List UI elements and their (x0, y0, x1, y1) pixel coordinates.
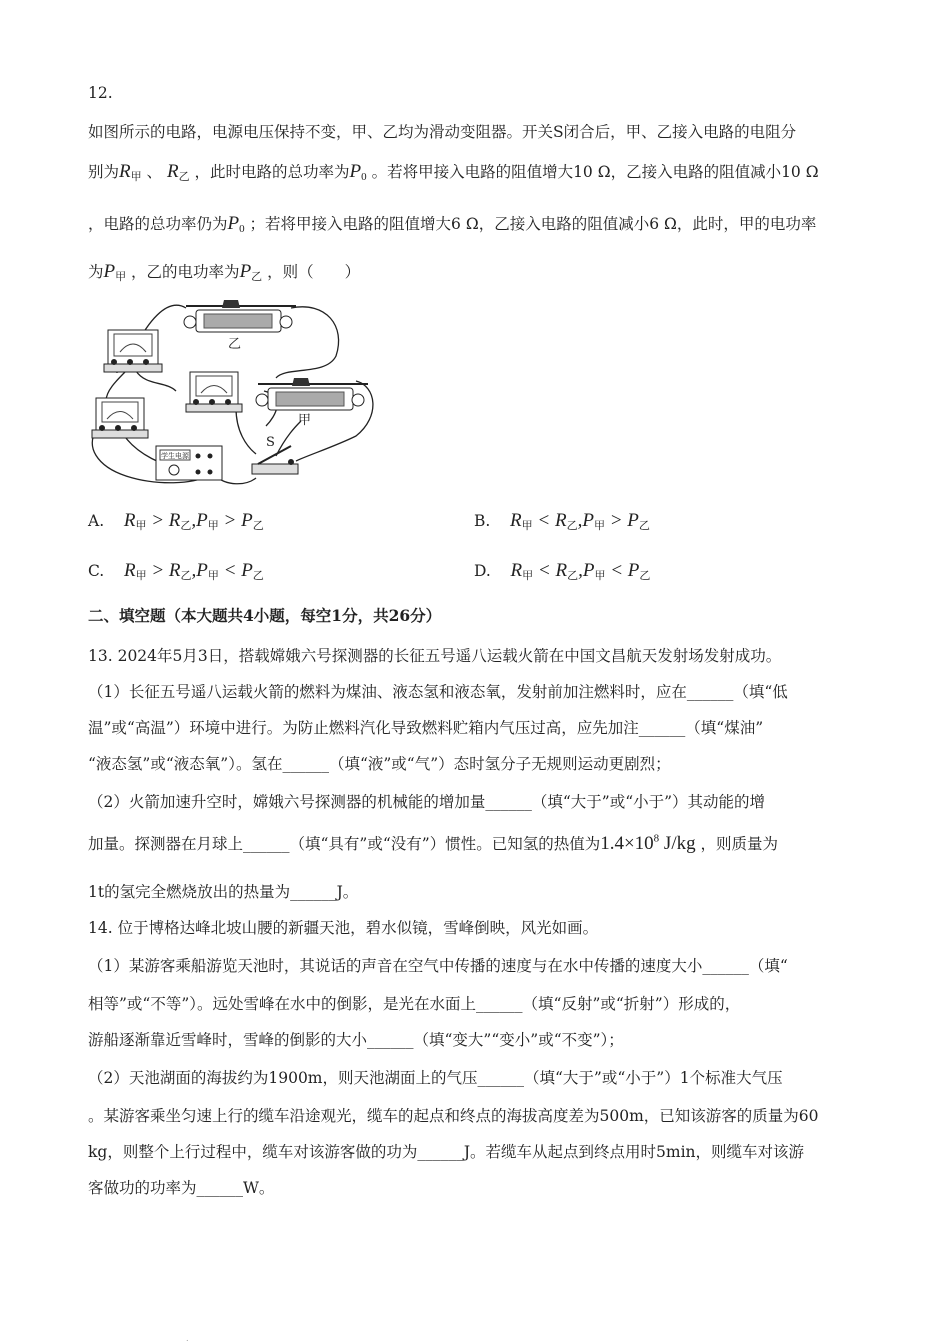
q14-line-7: kg，则整个上行过程中，缆车对该游客做的功为______J。若缆车从起点到终点用时5min，则缆车对该游 (88, 1143, 805, 1161)
ammeter-left (92, 398, 148, 438)
q13-line-1: 13. 2024年5月3日，搭载嫦娥六号探测器的长征五号遥八运载火箭在中国文昌航天发射场发射成功。 (88, 647, 782, 665)
q12-line-4: 为$P_甲$ ，乙的电功率为$P_乙$ ，则（ ） (88, 261, 361, 283)
label-s: S (266, 435, 275, 450)
q12-line-2: 别为$R_甲$ 、 $R_乙$ ，此时电路的总功率为$P_0$ 。若将甲接入电路的阻值增大10 Ω，乙接入电路的阻值减小10 Ω (88, 161, 819, 183)
q13-line-7: 1t的氢完全燃烧放出的热量为______J。 (88, 883, 359, 901)
label-yi: 乙 (228, 337, 242, 352)
option-b[interactable]: B. $R_甲 < R_乙,P_甲 > P_乙$ (474, 510, 650, 532)
option-a[interactable]: A. $R_甲 > R_乙,P_甲 > P_乙$ (88, 510, 264, 532)
footer-mark: . (186, 1334, 189, 1343)
q13-line-3: 温”或“高温”）环境中进行。为防止燃料汽化导致燃料贮箱内气压过高，应先加注______（填“煤油” (88, 719, 764, 737)
label-jia: 甲 (298, 413, 312, 428)
r-yi-symbol: $R_乙$ (166, 161, 190, 183)
question-number: 12. (88, 84, 113, 102)
option-c[interactable]: C. $R_甲 > R_乙,P_甲 < P_乙$ (88, 560, 264, 582)
rheostat-jia (256, 378, 368, 410)
q14-line-3: 相等”或“不等”）。远处雪峰在水中的倒影，是光在水面上______（填“反射”或“折射”）形成的， (88, 995, 741, 1013)
switch (252, 446, 298, 474)
q12-line-1: 如图所示的电路，电源电压保持不变，甲、乙均为滑动变阻器。开关S闭合后，甲、乙接入电路的电阻分 (88, 123, 797, 141)
section-heading: 二、填空题（本大题共4小题，每空1分，共26分） (88, 606, 442, 625)
q12-line-3: ，电路的总功率仍为$P_0$ ；若将甲接入电路的阻值增大6 Ω，乙接入电路的阻值减小6 Ω，此时，甲的电功率 (88, 213, 817, 235)
q14-line-2: （1）某游客乘船游览天池时，其说话的声音在空气中传播的速度与在水中传播的速度大小______（填“ (88, 957, 788, 975)
q13-line-5: （2）火箭加速升空时，嫦娥六号探测器的机械能的增加量______（填“大于”或“小于”）其动能的增 (88, 793, 766, 811)
q14-line-6: 。某游客乘坐匀速上行的缆车沿途观光，缆车的起点和终点的海拔高度差为500m，已知该游客的质量为60 (88, 1107, 819, 1125)
power-supply-label: 学生电源 (161, 452, 189, 460)
q13-line-6: 加量。探测器在月球上______（填“具有”或“没有”）惯性。已知氢的热值为$1.4\times 10^8$ J/kg ，则质量为 (88, 832, 779, 854)
p-jia-symbol: $P_甲$ (103, 261, 127, 283)
q14-line-1: 14. 位于博格达峰北坡山腰的新疆天池，碧水似镜，雪峰倒映，风光如画。 (88, 919, 599, 937)
ammeter-top (104, 330, 162, 372)
p0-symbol: $P_0$ (349, 161, 367, 183)
p-yi-symbol: $P_乙$ (239, 261, 263, 283)
q13-line-2: （1）长征五号遥八运载火箭的燃料为煤油、液态氢和液态氧，发射前加注燃料时，应在______（填“低 (88, 683, 788, 701)
q14-line-4: 游船逐渐靠近雪峰时，雪峰的倒影的大小______（填“变大”“变小”或“不变”）； (88, 1031, 624, 1049)
q14-line-8: 客做功的功率为______W。 (88, 1179, 275, 1197)
q14-line-5: （2）天池湖面的海拔约为1900m，则天池湖面上的气压______（填“大于”或“小于”）1个标准大气压 (88, 1069, 783, 1087)
p0-symbol: $P_0$ (227, 213, 245, 235)
heat-value: $1.4\times 10^8$ J/kg (600, 832, 696, 854)
option-d[interactable]: D. $R_甲 < R_乙,P_甲 < P_乙$ (474, 560, 651, 582)
circuit-figure (86, 296, 386, 492)
voltmeter (186, 372, 242, 412)
r-jia-symbol: $R_甲$ (119, 161, 142, 183)
q13-line-4: “液态氢”或“液态氧”）。氢在______（填“液”或“气”）态时氢分子无规则运动更剧烈； (88, 755, 671, 773)
rheostat-yi (184, 300, 296, 332)
